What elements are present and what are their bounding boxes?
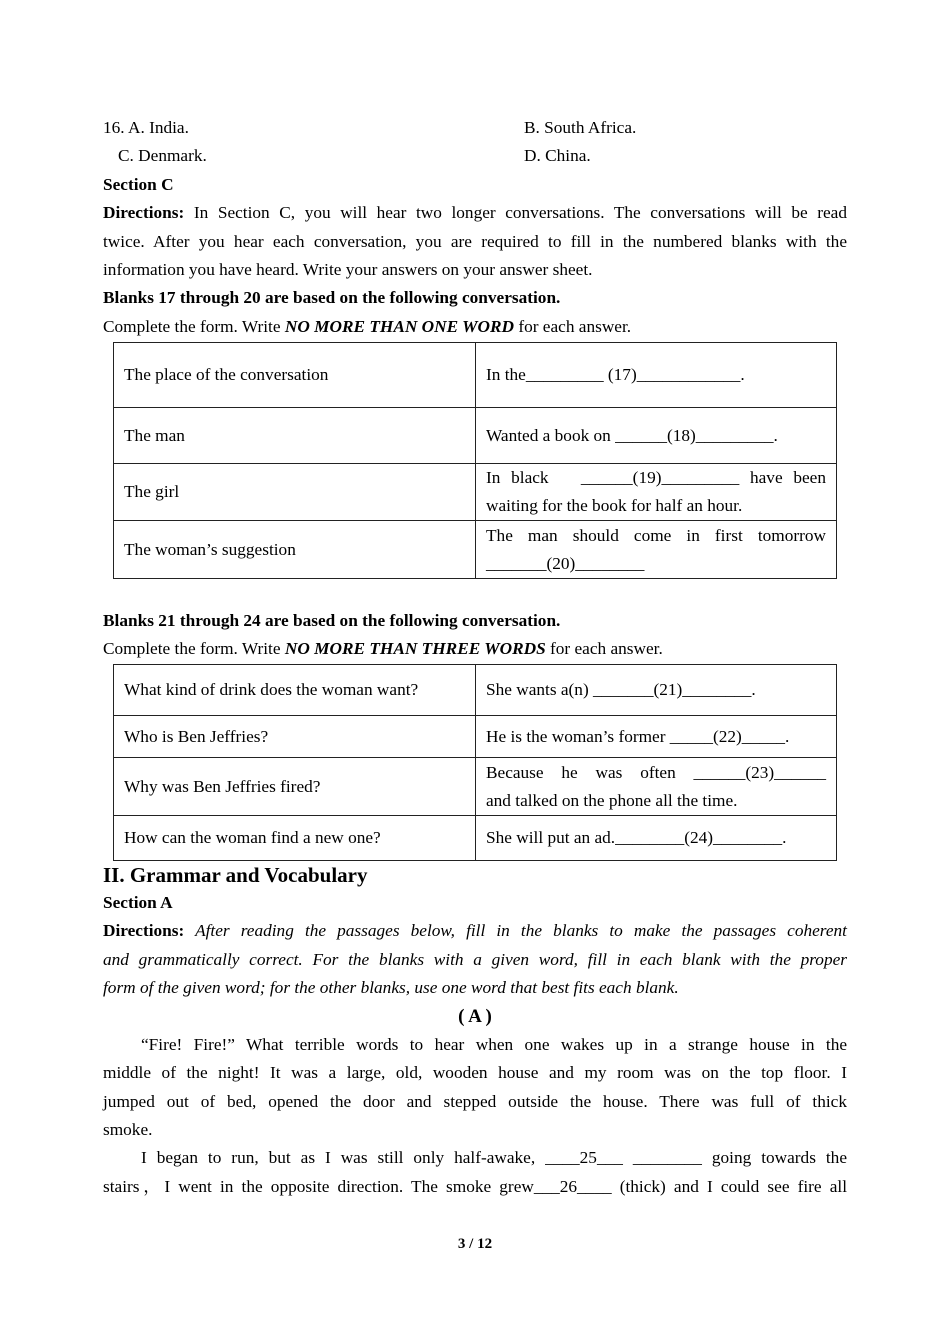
directions-text: After reading the passages below, fill in the blanks to make the passages coherent bbox=[184, 921, 847, 940]
row-label: The woman’s suggestion bbox=[114, 521, 476, 579]
part2-directions-line-2: and grammatically correct. For the blanks with a given word, fill in each blank with the proper bbox=[103, 950, 847, 969]
answer-line-2: waiting for the book for half an hour. bbox=[486, 496, 743, 515]
table-row bbox=[114, 343, 837, 408]
instr-post: for each answer. bbox=[545, 639, 663, 658]
part2-title: II. Grammar and Vocabulary bbox=[103, 863, 368, 887]
row-answer bbox=[476, 464, 837, 521]
part2-directions-line-3: form of the given word; for the other blanks, use one word that best fits each blank. bbox=[103, 978, 679, 997]
paragraph-2-line-1: I began to run, but as I was still only half-awake, ____25___ ________ going towards the bbox=[141, 1148, 847, 1167]
conv2-form-table bbox=[113, 664, 837, 861]
page-number: 3 / 12 bbox=[457, 1236, 493, 1252]
conv2-heading: Blanks 21 through 24 are based on the following conversation. bbox=[103, 611, 561, 630]
row-label: How can the woman find a new one? bbox=[114, 816, 476, 861]
part2-directions-line-1 bbox=[103, 917, 847, 945]
instr-emphasis: NO MORE THAN THREE WORDS bbox=[284, 639, 546, 658]
instr-pre: Complete the form. Write bbox=[103, 317, 285, 336]
row-label: Who is Ben Jeffries? bbox=[114, 716, 476, 758]
answer-line-1: Because he was often ______(23)______ bbox=[486, 762, 826, 782]
row-answer: She will put an ad.________(24)________. bbox=[476, 816, 837, 861]
conv2-instruction bbox=[103, 635, 847, 663]
instr-emphasis: NO MORE THAN ONE WORD bbox=[284, 317, 515, 336]
row-answer bbox=[476, 521, 837, 579]
table-row bbox=[114, 464, 837, 521]
conv1-form-table bbox=[113, 342, 837, 579]
directions-label: Directions: bbox=[103, 203, 185, 222]
table-row bbox=[114, 716, 837, 758]
section-c-title: Section C bbox=[103, 175, 174, 194]
answer-line-2: _______(20)________ bbox=[486, 553, 645, 573]
paragraph-1-line-4: smoke. bbox=[103, 1120, 153, 1139]
directions-text: In Section C, you will hear two longer conversations. The conversations will be read bbox=[184, 203, 847, 222]
table-row bbox=[114, 758, 837, 816]
instr-post: for each answer. bbox=[514, 317, 632, 336]
row-label: What kind of drink does the woman want? bbox=[114, 665, 476, 716]
paragraph-1-line-3: jumped out of bed, opened the door and stepped outside the house. There was full of thick bbox=[103, 1092, 847, 1111]
answer-line-1: In black ______(19)_________ have been bbox=[486, 468, 826, 487]
directions-label: Directions: bbox=[103, 921, 185, 940]
row-answer: In the_________ (17)____________. bbox=[476, 343, 837, 408]
row-answer: Wanted a book on ______(18)_________. bbox=[476, 408, 837, 464]
part2-section-title: Section A bbox=[103, 893, 173, 912]
row-answer: He is the woman’s former _____(22)_____. bbox=[476, 716, 837, 758]
table-row bbox=[114, 665, 837, 716]
q16-option-b: B. South Africa. bbox=[524, 118, 637, 137]
q16-option-c: C. Denmark. bbox=[118, 146, 207, 165]
row-label: The girl bbox=[114, 464, 476, 521]
paragraph-2-line-2: stairs，I went in the opposite direction. The smoke grew___26____ (thick) and I could see fire all bbox=[103, 1177, 847, 1196]
row-answer: She wants a(n) _______(21)________. bbox=[476, 665, 837, 716]
answer-line-2: and talked on the phone all the time. bbox=[486, 790, 738, 810]
answer-line-1: The man should come in first tomorrow bbox=[486, 525, 826, 545]
q16-option-d: D. China. bbox=[524, 146, 591, 165]
paragraph-1-line-2: middle of the night! It was a large, old, wooden house and my room was on the top floor. I bbox=[103, 1063, 847, 1082]
section-c-directions-line-2: twice. After you hear each conversation, you are required to fill in the numbered blanks with the bbox=[103, 232, 847, 251]
table-row bbox=[114, 408, 837, 464]
paragraph-1-line-1: “Fire! Fire!” What terrible words to hear when one wakes up in a strange house in the bbox=[141, 1035, 847, 1054]
conv1-heading: Blanks 17 through 20 are based on the following conversation. bbox=[103, 288, 561, 307]
section-c-directions-line-3: information you have heard. Write your answers on your answer sheet. bbox=[103, 260, 593, 279]
table-row bbox=[114, 521, 837, 579]
row-label: The man bbox=[114, 408, 476, 464]
table-row bbox=[114, 816, 837, 861]
section-c-directions-line-1 bbox=[103, 199, 847, 227]
instr-pre: Complete the form. Write bbox=[103, 639, 285, 658]
conv1-instruction bbox=[103, 313, 847, 341]
passage-label: ( A ) bbox=[458, 1006, 492, 1027]
row-label: Why was Ben Jeffries fired? bbox=[114, 758, 476, 816]
row-answer bbox=[476, 758, 837, 816]
row-label: The place of the conversation bbox=[114, 343, 476, 408]
q16-option-a: 16. A. India. bbox=[103, 118, 189, 137]
